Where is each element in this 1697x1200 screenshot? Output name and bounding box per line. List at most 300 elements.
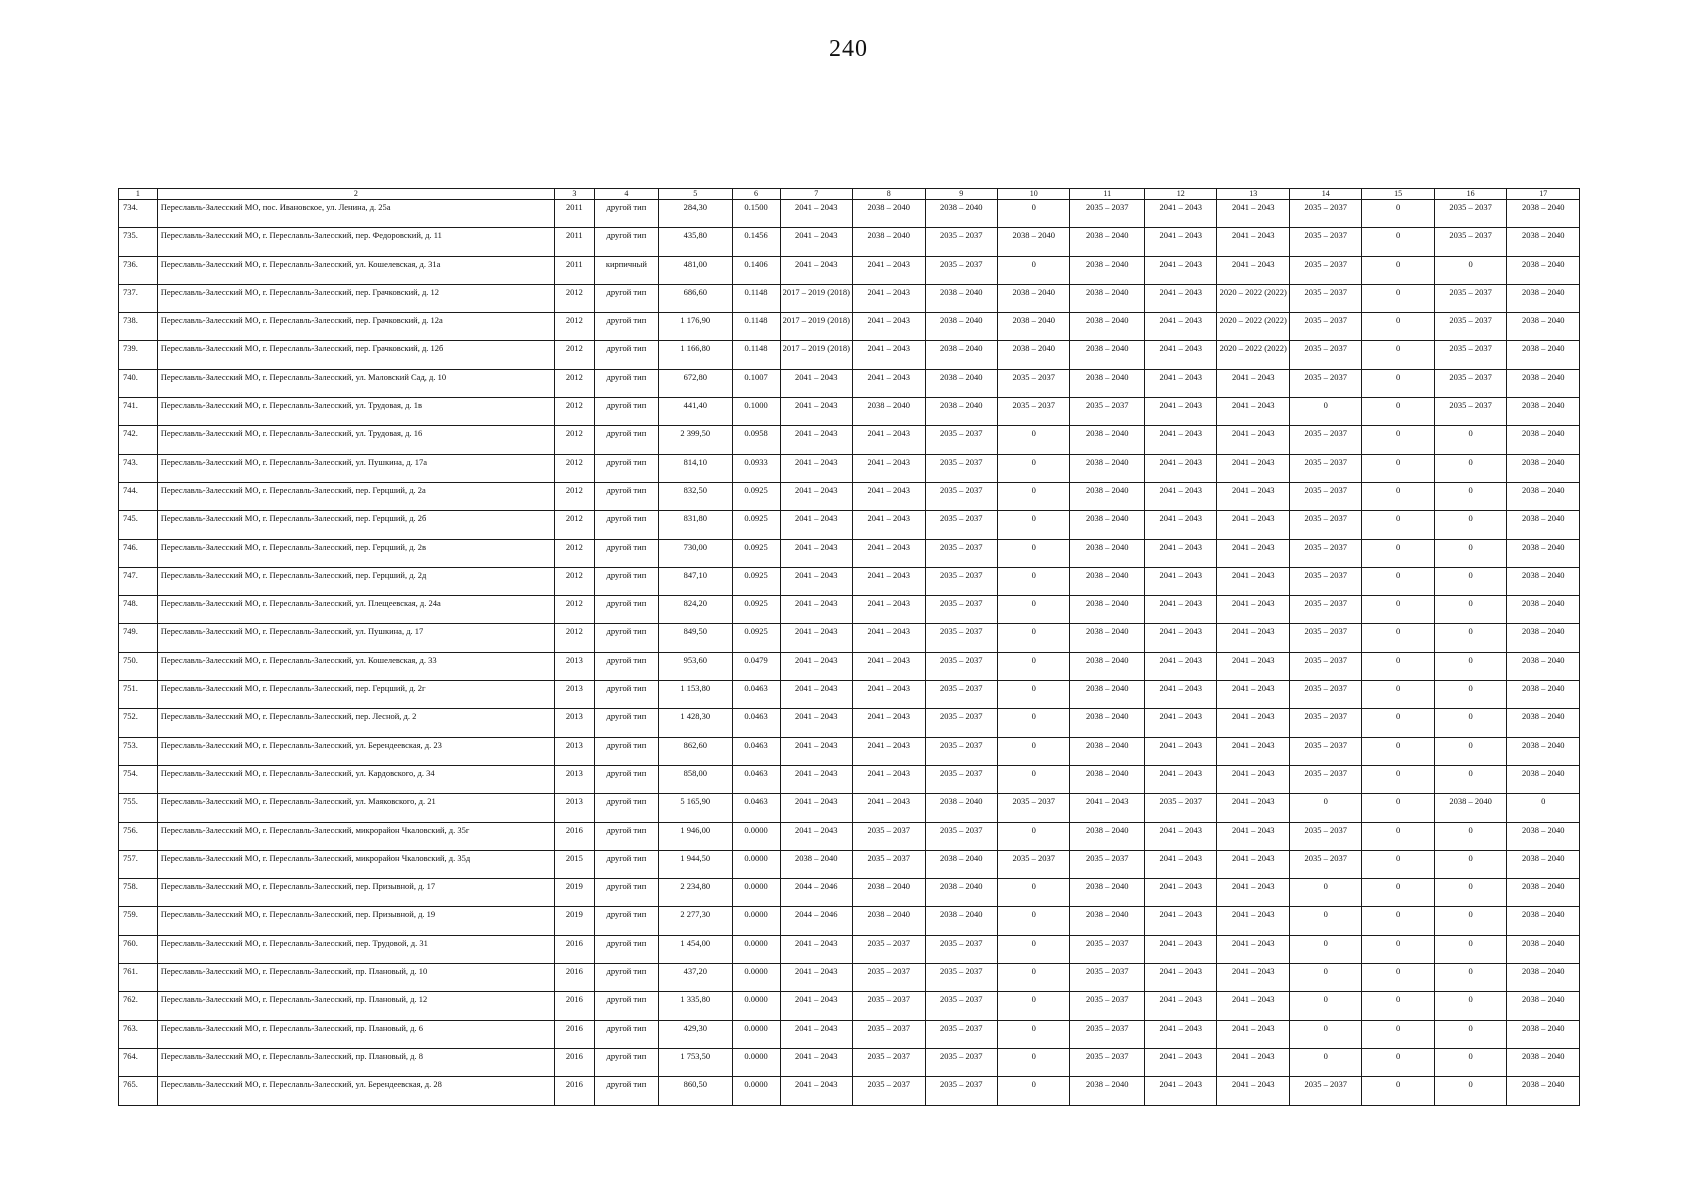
table-cell: 2041 – 2043 (1217, 850, 1289, 878)
table-cell: 2041 – 2043 (1144, 709, 1216, 737)
table-cell: 2035 – 2037 (1434, 369, 1506, 397)
table-cell: 814,10 (659, 454, 733, 482)
table-cell: 2041 – 2043 (1217, 879, 1289, 907)
table-cell: 2038 – 2040 (1507, 567, 1580, 595)
table-cell: 0 (1434, 907, 1506, 935)
address-cell: Переславль-Залесский МО, г. Переславль-Залесский, пр. Плановый, д. 6 (157, 1020, 554, 1048)
table-cell: 2041 – 2043 (1144, 482, 1216, 510)
table-cell: 0 (1289, 935, 1361, 963)
table-cell: 0.1406 (732, 256, 780, 284)
address-cell: Переславль-Залесский МО, г. Переславль-Залесский, ул. Кошелевская, д. 33 (157, 652, 554, 680)
table-cell: 0 (1362, 284, 1434, 312)
table-cell: другой тип (594, 200, 658, 228)
table-cell: 2035 – 2037 (1289, 482, 1361, 510)
table-cell: 0.0000 (732, 879, 780, 907)
table-cell: другой тип (594, 1020, 658, 1048)
table-cell: 849,50 (659, 624, 733, 652)
table-cell: 2041 – 2043 (1144, 596, 1216, 624)
table-cell: 2016 (554, 1077, 594, 1105)
table-cell: 1 428,30 (659, 709, 733, 737)
address-cell: Переславль-Залесский МО, г. Переславль-Залесский, ул. Пушкина, д. 17а (157, 454, 554, 482)
table-cell: 2035 – 2037 (1289, 454, 1361, 482)
table-cell: другой тип (594, 1048, 658, 1076)
table-cell: 0 (1289, 992, 1361, 1020)
row-number: 760. (119, 935, 158, 963)
table-cell: 2041 – 2043 (1217, 652, 1289, 680)
table-cell: 1 753,50 (659, 1048, 733, 1076)
table-row (119, 1048, 1580, 1076)
table-cell: 0.0000 (732, 1077, 780, 1105)
table-cell: другой тип (594, 681, 658, 709)
table-cell: 2041 – 2043 (1217, 907, 1289, 935)
table-cell: другой тип (594, 652, 658, 680)
table-cell: другой тип (594, 879, 658, 907)
table-cell: 824,20 (659, 596, 733, 624)
table-cell: 2035 – 2037 (1070, 1020, 1145, 1048)
table-cell: 2038 – 2040 (1070, 822, 1145, 850)
row-number: 757. (119, 850, 158, 878)
table-cell: 2035 – 2037 (1289, 737, 1361, 765)
table-cell: 2038 – 2040 (1507, 879, 1580, 907)
table-cell: другой тип (594, 964, 658, 992)
table-cell: 2035 – 2037 (1289, 341, 1361, 369)
table-cell: 0 (1434, 539, 1506, 567)
table-cell: 2035 – 2037 (1289, 426, 1361, 454)
table-cell: 2035 – 2037 (1434, 284, 1506, 312)
table-cell: 0 (1434, 964, 1506, 992)
column-header: 9 (925, 189, 997, 200)
row-number: 744. (119, 482, 158, 510)
table-cell: 2038 – 2040 (1434, 794, 1506, 822)
table-cell: 2035 – 2037 (997, 398, 1069, 426)
table-cell: 2035 – 2037 (853, 1077, 925, 1105)
table-cell: 435,80 (659, 228, 733, 256)
table-cell: 2041 – 2043 (780, 1048, 852, 1076)
table-cell: 2012 (554, 454, 594, 482)
table-cell: 2035 – 2037 (853, 850, 925, 878)
table-cell: 0 (1434, 567, 1506, 595)
row-number: 758. (119, 879, 158, 907)
table-cell: другой тип (594, 284, 658, 312)
row-number: 747. (119, 567, 158, 595)
table-row (119, 284, 1580, 312)
row-number: 737. (119, 284, 158, 312)
table-cell: 0.0463 (732, 737, 780, 765)
table-cell: 2038 – 2040 (1070, 879, 1145, 907)
table-cell: 2012 (554, 313, 594, 341)
address-cell: Переславль-Залесский МО, г. Переславль-Залесский, микрорайон Чкаловский, д. 35г (157, 822, 554, 850)
table-cell: 2038 – 2040 (925, 907, 997, 935)
table-cell: 2035 – 2037 (925, 1077, 997, 1105)
table-cell: 0 (997, 482, 1069, 510)
table-cell: 2038 – 2040 (1507, 992, 1580, 1020)
table-cell: 2041 – 2043 (780, 369, 852, 397)
table-cell: 2035 – 2037 (1434, 398, 1506, 426)
address-cell: Переславль-Залесский МО, г. Переславль-Залесский, микрорайон Чкаловский, д. 35д (157, 850, 554, 878)
table-cell: 2044 – 2046 (780, 879, 852, 907)
table-cell: другой тип (594, 935, 658, 963)
table-cell: 0 (1434, 624, 1506, 652)
table-cell: 0 (1434, 652, 1506, 680)
table-cell: 0 (1362, 681, 1434, 709)
table-cell: 2035 – 2037 (925, 652, 997, 680)
table-cell: 2038 – 2040 (1507, 964, 1580, 992)
table-cell: 0 (1434, 681, 1506, 709)
table-cell: 2017 – 2019 (2018) (780, 341, 852, 369)
table-cell: 2041 – 2043 (853, 482, 925, 510)
table-cell: 2041 – 2043 (1144, 228, 1216, 256)
address-cell: Переславль-Залесский МО, г. Переславль-Залесский, ул. Плещеевская, д. 24а (157, 596, 554, 624)
table-cell: 2035 – 2037 (1289, 369, 1361, 397)
table-cell: 1 176,90 (659, 313, 733, 341)
address-cell: Переславль-Залесский МО, г. Переславль-Залесский, ул. Трудовая, д. 1в (157, 398, 554, 426)
table-cell: 2038 – 2040 (1070, 511, 1145, 539)
table-cell: 2041 – 2043 (1144, 1077, 1216, 1105)
table-cell: 2041 – 2043 (1217, 228, 1289, 256)
table-row (119, 482, 1580, 510)
table-cell: 0.0925 (732, 482, 780, 510)
column-header: 13 (1217, 189, 1289, 200)
row-number: 756. (119, 822, 158, 850)
table-cell: 0 (997, 709, 1069, 737)
table-cell: 2012 (554, 567, 594, 595)
table-cell: 2038 – 2040 (1507, 426, 1580, 454)
table-cell: 0.0925 (732, 596, 780, 624)
table-cell: 2035 – 2037 (853, 1048, 925, 1076)
row-number: 738. (119, 313, 158, 341)
table-cell: 2041 – 2043 (1217, 567, 1289, 595)
table-cell: 0 (997, 426, 1069, 454)
table-cell: 2038 – 2040 (1070, 681, 1145, 709)
table-cell: 2038 – 2040 (997, 341, 1069, 369)
table-cell: 2038 – 2040 (1507, 681, 1580, 709)
table-cell: 2035 – 2037 (1289, 567, 1361, 595)
table-cell: 672,80 (659, 369, 733, 397)
table-cell: 0 (1362, 765, 1434, 793)
table-cell: 2038 – 2040 (1070, 567, 1145, 595)
table-cell: 2038 – 2040 (1070, 341, 1145, 369)
table-cell: 0 (1362, 1020, 1434, 1048)
table-cell: 2041 – 2043 (1144, 822, 1216, 850)
table-cell: 686,60 (659, 284, 733, 312)
table-cell: 2041 – 2043 (1144, 737, 1216, 765)
table-cell: 2035 – 2037 (925, 1020, 997, 1048)
table-cell: 2038 – 2040 (1070, 907, 1145, 935)
header-row (119, 189, 1580, 200)
table-cell: 2011 (554, 200, 594, 228)
table-cell: другой тип (594, 596, 658, 624)
table-cell: 2041 – 2043 (1217, 454, 1289, 482)
table-cell: 0 (997, 624, 1069, 652)
table-cell: 2041 – 2043 (1217, 822, 1289, 850)
table-cell: другой тип (594, 1077, 658, 1105)
table-cell: 2038 – 2040 (1507, 398, 1580, 426)
table-cell: 2038 – 2040 (780, 850, 852, 878)
table-cell: 2038 – 2040 (1507, 284, 1580, 312)
table-cell: 0 (1289, 1048, 1361, 1076)
table-cell: 2038 – 2040 (1070, 228, 1145, 256)
table-cell: 2041 – 2043 (1144, 935, 1216, 963)
table-cell: 2016 (554, 964, 594, 992)
table-cell: 2035 – 2037 (925, 737, 997, 765)
table-cell: другой тип (594, 398, 658, 426)
table-cell: 2012 (554, 596, 594, 624)
table-cell: 832,50 (659, 482, 733, 510)
table-cell: 2041 – 2043 (780, 539, 852, 567)
table-cell: 0.1148 (732, 284, 780, 312)
table-cell: 0 (1362, 596, 1434, 624)
table-cell: 0 (1434, 822, 1506, 850)
table-cell: 0 (997, 907, 1069, 935)
table-cell: 2041 – 2043 (853, 369, 925, 397)
table-cell: 2041 – 2043 (1217, 992, 1289, 1020)
table-cell: 2035 – 2037 (925, 765, 997, 793)
table-cell: другой тип (594, 313, 658, 341)
table-cell: 2038 – 2040 (1070, 1077, 1145, 1105)
table-cell: 0 (1362, 879, 1434, 907)
column-header: 11 (1070, 189, 1145, 200)
column-header: 16 (1434, 189, 1506, 200)
table-cell: 2035 – 2037 (1070, 850, 1145, 878)
table-cell: 2038 – 2040 (1507, 228, 1580, 256)
table-cell: 0.1000 (732, 398, 780, 426)
table-cell: 2041 – 2043 (1144, 964, 1216, 992)
table-cell: 2041 – 2043 (1144, 992, 1216, 1020)
table-cell: 0 (1362, 511, 1434, 539)
table-cell: 0 (997, 454, 1069, 482)
table-row (119, 964, 1580, 992)
table-cell: 2035 – 2037 (925, 964, 997, 992)
table-cell: 0 (1362, 256, 1434, 284)
table-cell: 2044 – 2046 (780, 907, 852, 935)
table-cell: 2041 – 2043 (1217, 539, 1289, 567)
table-cell: 2041 – 2043 (1144, 879, 1216, 907)
row-number: 761. (119, 964, 158, 992)
table-cell: 2041 – 2043 (1144, 426, 1216, 454)
table-cell: 0.0000 (732, 850, 780, 878)
table-cell: 2038 – 2040 (925, 879, 997, 907)
table-cell: 0 (997, 596, 1069, 624)
table-cell: 2038 – 2040 (1070, 596, 1145, 624)
table-cell: 2038 – 2040 (925, 398, 997, 426)
table-cell: другой тип (594, 539, 658, 567)
table-cell: 2020 – 2022 (2022) (1217, 284, 1289, 312)
table-cell: 2041 – 2043 (780, 511, 852, 539)
table-cell: 2013 (554, 765, 594, 793)
table-cell: 2035 – 2037 (1434, 341, 1506, 369)
table-cell: 0 (1362, 454, 1434, 482)
table-cell: 2019 (554, 907, 594, 935)
table-cell: 0 (1434, 737, 1506, 765)
table-cell: 2038 – 2040 (1507, 313, 1580, 341)
row-number: 753. (119, 737, 158, 765)
table-cell: 0 (1434, 454, 1506, 482)
table-cell: 2015 (554, 850, 594, 878)
address-cell: Переславль-Залесский МО, г. Переславль-Залесский, пер. Герцший, д. 2д (157, 567, 554, 595)
table-cell: 2041 – 2043 (1217, 794, 1289, 822)
column-header: 8 (853, 189, 925, 200)
table-cell: 0 (997, 200, 1069, 228)
table-cell: 0.0463 (732, 709, 780, 737)
table-cell: 0 (1362, 369, 1434, 397)
table-cell: 5 165,90 (659, 794, 733, 822)
row-number: 739. (119, 341, 158, 369)
table-cell: 831,80 (659, 511, 733, 539)
table-cell: 0 (1289, 879, 1361, 907)
table-row (119, 765, 1580, 793)
table-cell: 2041 – 2043 (1144, 454, 1216, 482)
table-cell: 2041 – 2043 (780, 1020, 852, 1048)
row-number: 750. (119, 652, 158, 680)
row-number: 749. (119, 624, 158, 652)
table-row (119, 709, 1580, 737)
row-number: 765. (119, 1077, 158, 1105)
table-cell: 0 (997, 681, 1069, 709)
table-cell: 0 (1434, 511, 1506, 539)
table-cell: 0 (1362, 709, 1434, 737)
table-cell: 0.0925 (732, 624, 780, 652)
table-cell: 2041 – 2043 (1217, 737, 1289, 765)
table-cell: 2035 – 2037 (1289, 624, 1361, 652)
table-row (119, 624, 1580, 652)
table-cell: 2011 (554, 228, 594, 256)
table-cell: 0 (1362, 200, 1434, 228)
table-cell: 730,00 (659, 539, 733, 567)
table-cell: 2035 – 2037 (1289, 765, 1361, 793)
table-cell: 2035 – 2037 (1289, 200, 1361, 228)
table-cell: 2038 – 2040 (925, 850, 997, 878)
table-row (119, 341, 1580, 369)
table-cell: 0 (1434, 482, 1506, 510)
table-cell: 2041 – 2043 (853, 256, 925, 284)
table-cell: 2035 – 2037 (997, 850, 1069, 878)
table-cell: 1 454,00 (659, 935, 733, 963)
table-cell: 0 (1362, 964, 1434, 992)
table-cell: 2035 – 2037 (925, 426, 997, 454)
table-cell: 2012 (554, 482, 594, 510)
table-row (119, 652, 1580, 680)
table-cell: 2012 (554, 284, 594, 312)
table-cell: 2041 – 2043 (780, 567, 852, 595)
table-cell: 2035 – 2037 (1070, 935, 1145, 963)
row-number: 763. (119, 1020, 158, 1048)
column-header: 15 (1362, 189, 1434, 200)
table-cell: 2041 – 2043 (1217, 935, 1289, 963)
table-row (119, 313, 1580, 341)
table-cell: другой тип (594, 511, 658, 539)
table-cell: 2035 – 2037 (1289, 284, 1361, 312)
table-row (119, 426, 1580, 454)
table-cell: 2035 – 2037 (853, 822, 925, 850)
table-row (119, 1020, 1580, 1048)
table-cell: другой тип (594, 482, 658, 510)
table-cell: 0 (997, 539, 1069, 567)
table-cell: 2012 (554, 539, 594, 567)
table-cell: 2038 – 2040 (853, 228, 925, 256)
address-cell: Переславль-Залесский МО, г. Переславль-Залесский, пер. Герцший, д. 2в (157, 539, 554, 567)
table-cell: 0.1148 (732, 313, 780, 341)
address-cell: Переславль-Залесский МО, г. Переславль-Залесский, пер. Герцший, д. 2а (157, 482, 554, 510)
table-cell: 0.0463 (732, 794, 780, 822)
table-cell: 2016 (554, 1020, 594, 1048)
table-cell: 2035 – 2037 (1070, 964, 1145, 992)
table-row (119, 454, 1580, 482)
table-cell: 2035 – 2037 (1289, 681, 1361, 709)
table-row (119, 511, 1580, 539)
table-cell: 0 (1362, 822, 1434, 850)
table-cell: 1 166,80 (659, 341, 733, 369)
table-cell: 0 (1289, 1020, 1361, 1048)
table-cell: 2041 – 2043 (1144, 850, 1216, 878)
table-cell: 2 234,80 (659, 879, 733, 907)
address-cell: Переславль-Залесский МО, г. Переславль-Залесский, пр. Плановый, д. 10 (157, 964, 554, 992)
table-cell: 2038 – 2040 (1070, 426, 1145, 454)
table-cell: 0 (997, 1077, 1069, 1105)
table-cell: 2038 – 2040 (1507, 539, 1580, 567)
table-cell: 2038 – 2040 (997, 313, 1069, 341)
table-cell: 2035 – 2037 (1070, 200, 1145, 228)
address-cell: Переславль-Залесский МО, г. Переславль-Залесский, ул. Кошелевская, д. 31а (157, 256, 554, 284)
table-cell: 0 (997, 765, 1069, 793)
table-cell: 2041 – 2043 (1217, 709, 1289, 737)
table-cell: 0 (1362, 1048, 1434, 1076)
table-cell: 2038 – 2040 (1507, 596, 1580, 624)
table-cell: 2013 (554, 681, 594, 709)
table-cell: 2038 – 2040 (1507, 341, 1580, 369)
table-cell: 2035 – 2037 (1289, 850, 1361, 878)
table-cell: 2038 – 2040 (853, 907, 925, 935)
table-cell: 2041 – 2043 (780, 596, 852, 624)
table-cell: 2013 (554, 652, 594, 680)
table-cell: 0 (1362, 228, 1434, 256)
housing-table (118, 188, 1580, 1106)
table-cell: 2038 – 2040 (1507, 256, 1580, 284)
table-cell: другой тип (594, 624, 658, 652)
table-cell: 2041 – 2043 (780, 200, 852, 228)
table-cell: 2041 – 2043 (780, 709, 852, 737)
table-cell: 2035 – 2037 (925, 596, 997, 624)
address-cell: Переславль-Залесский МО, г. Переславль-Залесский, ул. Берендеевская, д. 28 (157, 1077, 554, 1105)
table-cell: 0 (1434, 709, 1506, 737)
table-cell: 2035 – 2037 (925, 1048, 997, 1076)
table-cell: 2035 – 2037 (1289, 313, 1361, 341)
address-cell: Переславль-Залесский МО, г. Переславль-Залесский, пр. Плановый, д. 8 (157, 1048, 554, 1076)
table-cell: 2038 – 2040 (1507, 454, 1580, 482)
table-cell: 2041 – 2043 (1217, 511, 1289, 539)
table-cell: 2041 – 2043 (1217, 964, 1289, 992)
table-cell: 2017 – 2019 (2018) (780, 284, 852, 312)
table-cell: 0 (1507, 794, 1580, 822)
table-cell: 2012 (554, 398, 594, 426)
table-cell: 2041 – 2043 (853, 737, 925, 765)
table-cell: другой тип (594, 907, 658, 935)
table-cell: 0 (1362, 341, 1434, 369)
table-cell: 2041 – 2043 (853, 596, 925, 624)
table-cell: 2035 – 2037 (1289, 511, 1361, 539)
table-cell: 2038 – 2040 (1507, 765, 1580, 793)
table-cell: 2035 – 2037 (925, 624, 997, 652)
row-number: 743. (119, 454, 158, 482)
table-cell: 2041 – 2043 (780, 398, 852, 426)
table-cell: 2038 – 2040 (1070, 765, 1145, 793)
table-cell: 2041 – 2043 (853, 284, 925, 312)
table-cell: 2041 – 2043 (780, 256, 852, 284)
table-cell: 2041 – 2043 (853, 313, 925, 341)
table-cell: 2038 – 2040 (997, 228, 1069, 256)
row-number: 762. (119, 992, 158, 1020)
table-cell: 2041 – 2043 (853, 511, 925, 539)
address-cell: Переславль-Залесский МО, г. Переславль-Залесский, пр. Плановый, д. 12 (157, 992, 554, 1020)
